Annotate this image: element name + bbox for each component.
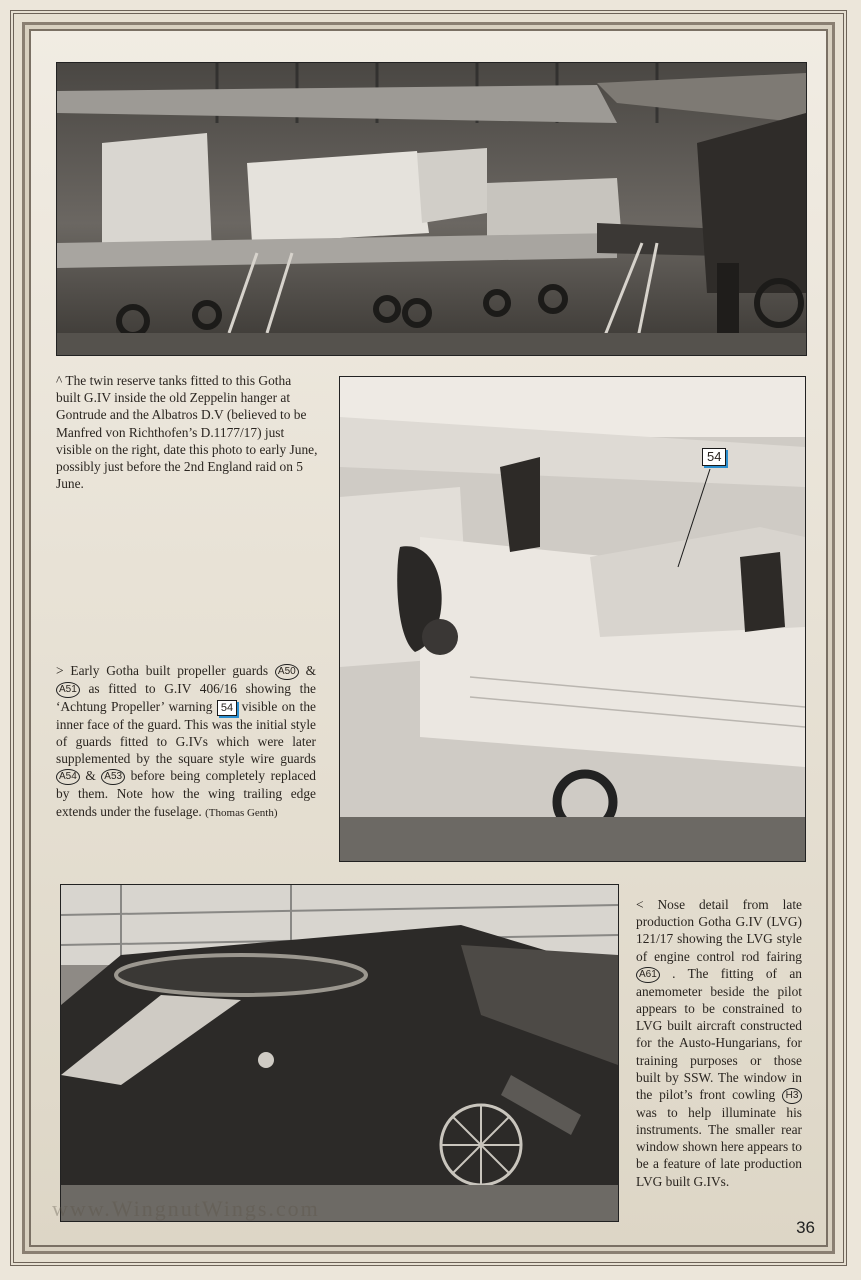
hangar-photo	[56, 62, 807, 356]
caption-text: before being completely replaced by them. Note how the wing trailing edge extends under the fuselage.	[56, 768, 316, 819]
caption-hangar-photo	[56, 372, 318, 492]
caption-text: . The fitting of an anemometer beside the pilot appears to be constrained to LVG built aircraft constructed for the Austo-Hungarians, for training purposes or those built by SSW. The window in the pilot’s front cowling	[636, 965, 802, 1102]
caption-arrow-right: >	[56, 663, 64, 678]
ref-a53-badge: A53	[101, 769, 125, 785]
caption-propeller-guard	[56, 662, 316, 822]
caption-text: was to help illuminate his instruments. The smaller rear window shown here appears to be a feature of late production LVG built G.IVs.	[636, 1104, 802, 1189]
caption-text: Early Gotha built propeller guards	[70, 663, 269, 678]
caption-text: The twin reserve tanks fitted to this Gotha built G.IV inside the old Zeppelin hanger at Gontrude and the Albatros D.V (believed to be Manfred von Richthofen’s D.1177/17) just visible on the right, date this photo to early June, possibly just before the 2nd England raid on 5 June.	[56, 373, 318, 492]
caption-arrow-left: <	[636, 897, 644, 912]
ref-54-badge: 54	[217, 700, 237, 716]
ref-h3-badge: H3	[782, 1088, 802, 1104]
propeller-guard-photo	[339, 376, 806, 862]
ref-a50-badge: A50	[275, 664, 299, 680]
watermark: www.WingnutWings.com	[52, 1196, 320, 1221]
ref-a51-badge: A51	[56, 682, 80, 698]
caption-text: &	[305, 663, 316, 678]
page-number: 36	[796, 1218, 815, 1237]
caption-nose-detail	[636, 896, 802, 1190]
ref-a54-badge: A54	[56, 769, 80, 785]
caption-text: as fitted to G.IV 406/16 showing the ‘Achtung Propeller’ warning	[56, 680, 316, 714]
caption-text: &	[85, 768, 96, 784]
caption-arrow-up: ^	[56, 373, 63, 388]
ref-a61-badge: A61	[636, 967, 660, 983]
nose-detail-photo	[60, 884, 619, 1222]
photo-credit: (Thomas Genth)	[205, 806, 278, 819]
callout-54: 54	[702, 448, 726, 466]
caption-text: Nose detail from late production Gotha G.IV (LVG) 121/17 showing the LVG style of engine control rod fairing	[636, 897, 802, 964]
caption-text: visible on the inner face of the guard. This was the initial style of guards fitted to G.IVs which were later supplemented by the square style wire guards	[56, 698, 316, 767]
